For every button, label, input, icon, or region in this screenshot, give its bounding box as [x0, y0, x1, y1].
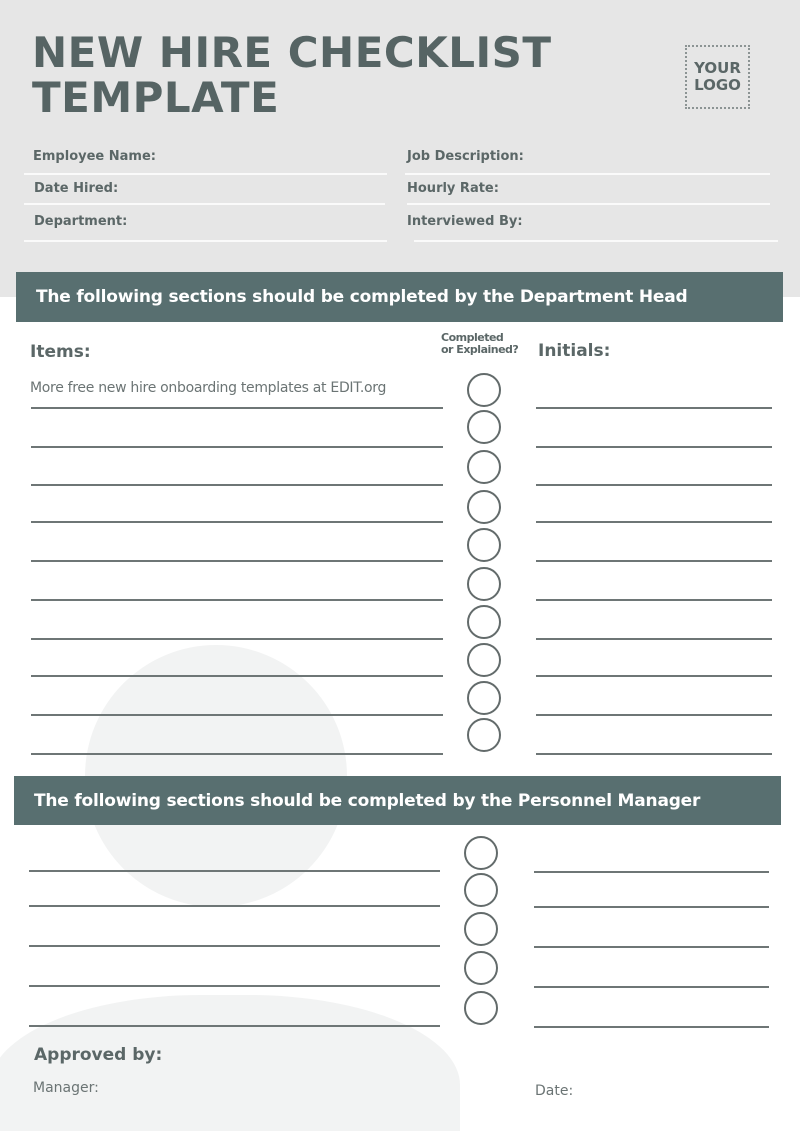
completed-checkbox[interactable] [467, 605, 501, 639]
completed-checkbox[interactable] [467, 718, 501, 752]
interviewed-by-label: Interviewed By: [407, 214, 523, 229]
logo-line-1: YOUR [694, 59, 741, 77]
initials-line[interactable] [536, 638, 772, 640]
initials-column-header: Initials: [538, 341, 611, 361]
completed-checkbox[interactable] [464, 873, 498, 907]
completed-column-header [441, 332, 518, 356]
date-hired-field[interactable] [24, 203, 385, 205]
initials-line[interactable] [536, 675, 772, 677]
completed-checkbox[interactable] [464, 836, 498, 870]
initials-line[interactable] [536, 407, 772, 409]
manager-label: Manager: [33, 1080, 99, 1096]
initials-line[interactable] [536, 753, 772, 755]
hourly-rate-label: Hourly Rate: [407, 181, 499, 196]
initials-line[interactable] [534, 871, 769, 873]
initials-line[interactable] [536, 714, 772, 716]
logo-line-2: LOGO [694, 76, 741, 94]
job-description-label: Job Description: [407, 149, 524, 164]
initials-line[interactable] [534, 906, 769, 908]
job-description-field[interactable] [405, 173, 770, 175]
department-label: Department: [34, 214, 128, 229]
completed-checkbox[interactable] [467, 681, 501, 715]
item-line[interactable] [31, 407, 443, 409]
completed-checkbox[interactable] [467, 567, 501, 601]
item-line[interactable] [29, 905, 440, 907]
title-line-2: TEMPLATE [32, 73, 280, 122]
initials-line[interactable] [536, 521, 772, 523]
hourly-rate-field[interactable] [407, 203, 770, 205]
completed-checkbox[interactable] [467, 643, 501, 677]
page-title [32, 30, 552, 120]
item-line[interactable] [31, 753, 443, 755]
completed-checkbox[interactable] [464, 951, 498, 985]
completed-checkbox[interactable] [467, 528, 501, 562]
items-column-header: Items: [30, 342, 91, 362]
item-line[interactable] [31, 638, 443, 640]
completed-checkbox[interactable] [467, 450, 501, 484]
item-line[interactable] [31, 484, 443, 486]
item-line[interactable] [29, 870, 440, 872]
interviewed-by-field[interactable] [414, 240, 778, 242]
title-line-1: NEW HIRE CHECKLIST [32, 28, 552, 77]
employee-name-field[interactable] [24, 173, 387, 175]
item-line[interactable] [31, 599, 443, 601]
completed-checkbox[interactable] [464, 991, 498, 1025]
initials-line[interactable] [534, 986, 769, 988]
date-label: Date: [535, 1083, 574, 1099]
item-line[interactable] [31, 521, 443, 523]
initials-line[interactable] [536, 446, 772, 448]
initials-line[interactable] [534, 1026, 769, 1028]
logo-placeholder [685, 45, 750, 109]
completed-checkbox[interactable] [464, 912, 498, 946]
item-line[interactable] [31, 560, 443, 562]
completed-header-line-1: Completed [441, 331, 504, 344]
promo-item-text: More free new hire onboarding templates at EDIT.org [30, 380, 387, 396]
item-line[interactable] [29, 1025, 440, 1027]
initials-line[interactable] [534, 946, 769, 948]
item-line[interactable] [31, 446, 443, 448]
item-line[interactable] [29, 945, 440, 947]
item-line[interactable] [31, 714, 443, 716]
completed-checkbox[interactable] [467, 490, 501, 524]
initials-line[interactable] [536, 560, 772, 562]
employee-name-label: Employee Name: [33, 149, 156, 164]
approved-by-heading: Approved by: [34, 1045, 163, 1065]
completed-header-line-2: or Explained? [441, 343, 519, 356]
completed-checkbox[interactable] [467, 373, 501, 407]
personnel-manager-banner: The following sections should be completed by the Personnel Manager [14, 776, 781, 825]
department-field[interactable] [24, 240, 387, 242]
item-line[interactable] [31, 675, 443, 677]
logo-text [694, 60, 741, 94]
completed-checkbox[interactable] [467, 410, 501, 444]
initials-line[interactable] [536, 484, 772, 486]
item-line[interactable] [29, 985, 440, 987]
date-hired-label: Date Hired: [34, 181, 119, 196]
department-head-banner: The following sections should be completed by the Department Head [16, 272, 783, 322]
initials-line[interactable] [536, 599, 772, 601]
